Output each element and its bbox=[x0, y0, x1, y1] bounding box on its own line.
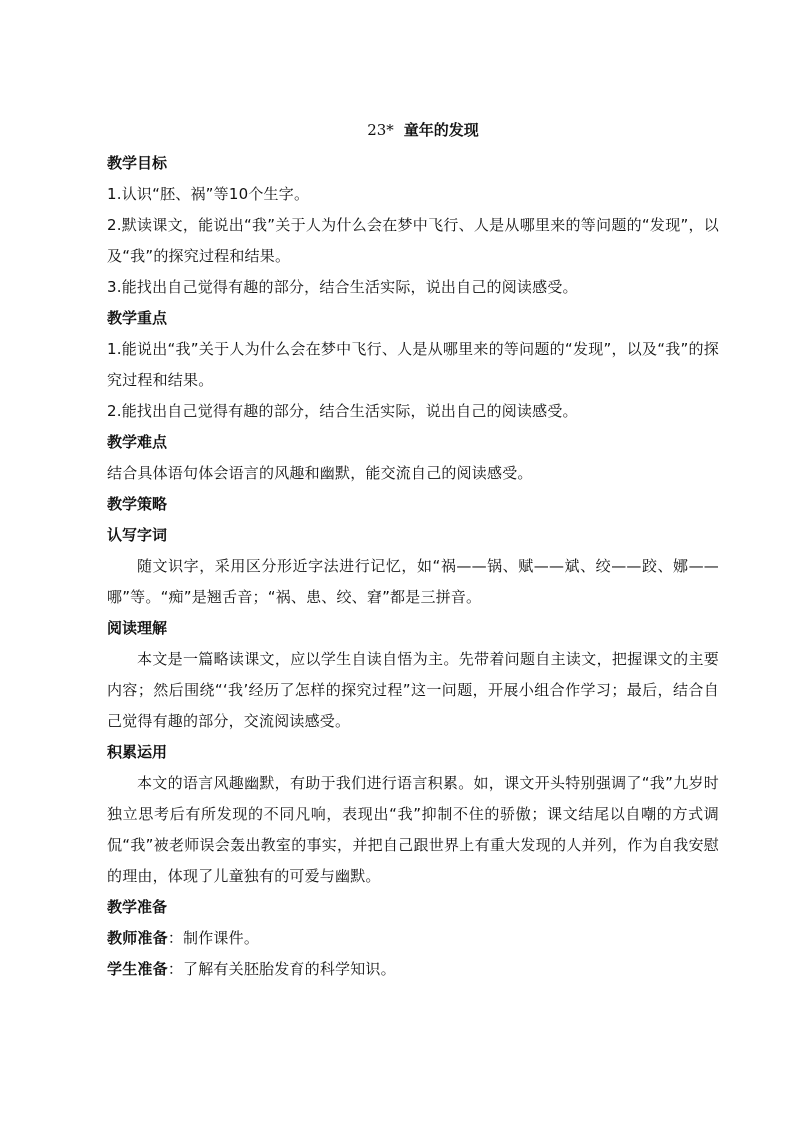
application-subheading: 积累运用 bbox=[107, 743, 168, 761]
characters-text: 随文识字，采用区分形近字法进行记忆，如“祸——锅、赋——斌、绞——跤、娜——哪”等。“痴”是翘舌音；“祸、患、绞、窘”都是三拼音。 bbox=[107, 557, 719, 606]
lesson-title bbox=[107, 118, 719, 142]
reading-subheading: 阅读理解 bbox=[107, 619, 168, 637]
objective-item-2: 2.默读课文，能说出“我”关于人为什么会在梦中飞行、人是从哪里来的等问题的“发现”，以及“我”的探究过程和结果。 bbox=[107, 216, 719, 265]
strategy-heading: 教学策略 bbox=[107, 495, 168, 513]
difficulties-heading: 教学难点 bbox=[107, 433, 168, 451]
teacher-preparation-label: 教师准备 bbox=[107, 929, 168, 947]
lesson-number: 23* bbox=[367, 121, 394, 139]
objective-item-1: 1.认识“胚、祸”等10个生字。 bbox=[107, 185, 310, 203]
difficulties-text: 结合具体语句体会语言的风趣和幽默，能交流自己的阅读感受。 bbox=[107, 464, 533, 482]
objective-item-3: 3.能找出自己觉得有趣的部分，结合生活实际，说出自己的阅读感受。 bbox=[107, 278, 578, 296]
key-point-item-1: 1.能说出“我”关于人为什么会在梦中飞行、人是从哪里来的等问题的“发现”，以及“我”的探究过程和结果。 bbox=[107, 340, 719, 389]
document-page bbox=[107, 118, 719, 985]
key-points-heading: 教学重点 bbox=[107, 309, 168, 327]
objectives-heading: 教学目标 bbox=[107, 154, 168, 172]
student-preparation-label: 学生准备 bbox=[107, 960, 168, 978]
key-point-item-2: 2.能找出自己觉得有趣的部分，结合生活实际，说出自己的阅读感受。 bbox=[107, 402, 578, 420]
reading-text: 本文是一篇略读课文，应以学生自读自悟为主。先带着问题自主读文，把握课文的主要内容；然后围绕“‘我’经历了怎样的探究过程”这一问题，开展小组合作学习；最后，结合自己觉得有趣的部分，交流阅读感受。 bbox=[107, 650, 719, 730]
teacher-preparation bbox=[107, 923, 719, 954]
student-preparation bbox=[107, 954, 719, 985]
teacher-preparation-text: ：制作课件。 bbox=[167, 929, 260, 947]
characters-subheading: 认写字词 bbox=[107, 526, 168, 544]
application-text: 本文的语言风趣幽默，有助于我们进行语言积累。如，课文开头特别强调了“我”九岁时独立思考后有所发现的不同凡响，表现出“我”抑制不住的骄傲；课文结尾以自嘲的方式调侃“我”被老师误会轰出教室的事实，并把自己跟世界上有重大发现的人并列，作为自我安慰的理由，体现了儿童独有的可爱与幽默。 bbox=[107, 774, 719, 885]
student-preparation-text: ：了解有关胚胎发育的科学知识。 bbox=[167, 960, 396, 978]
lesson-title-text: 童年的发现 bbox=[403, 121, 479, 139]
preparation-heading: 教学准备 bbox=[107, 898, 168, 916]
